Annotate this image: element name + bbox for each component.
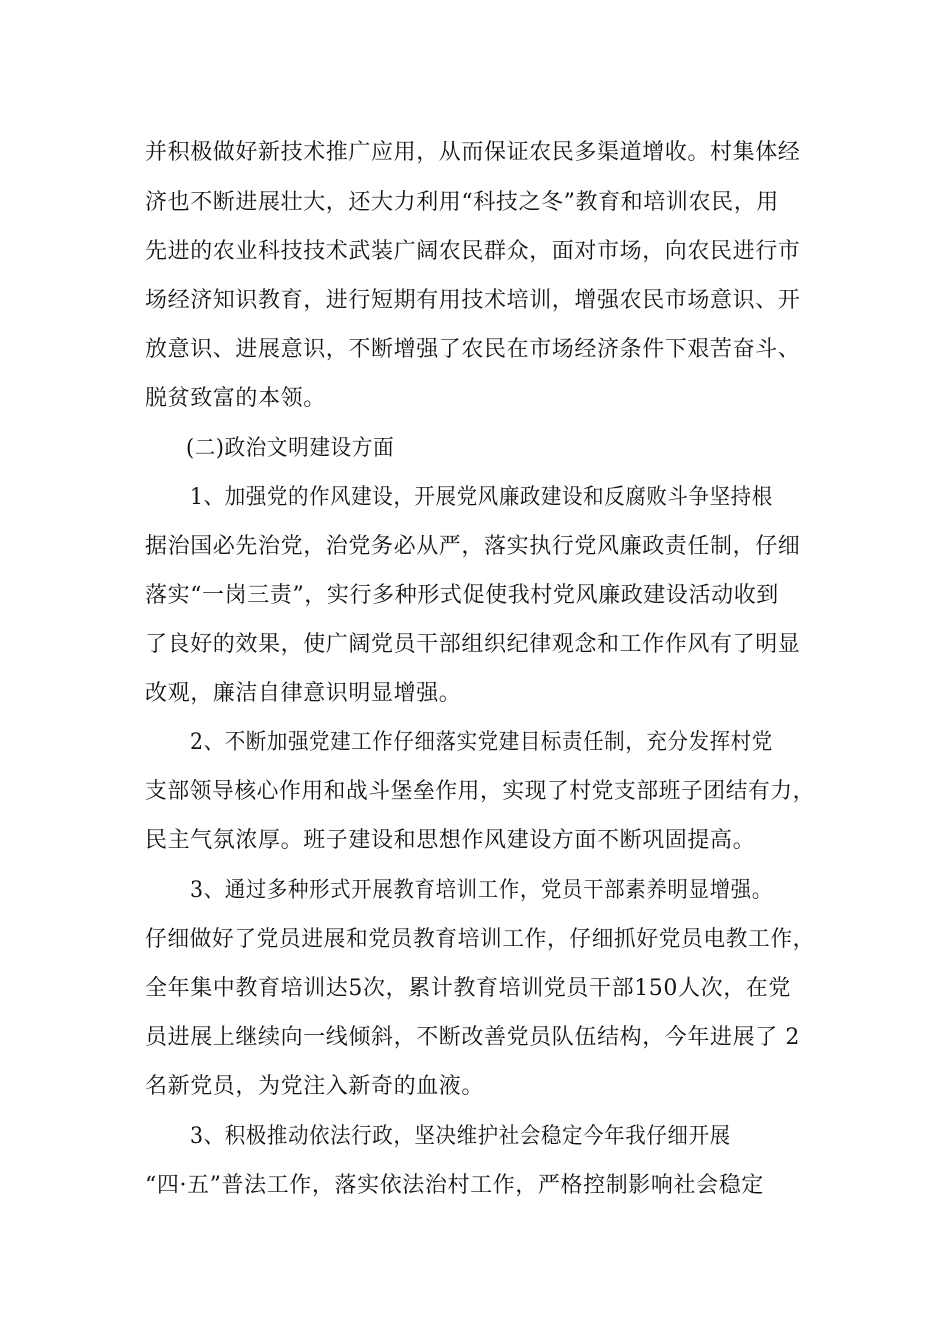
paragraph-line: 济也不断进展壮大，还大力利用“科技之冬”教育和培训农民，用 (145, 190, 779, 215)
paragraph-line: 2、不断加强党建工作仔细落实党建目标责任制，充分发挥村党 (190, 730, 773, 755)
paragraph-line: “四·五”普法工作，落实依法治村工作，严格控制影响社会稳定 (145, 1173, 764, 1198)
paragraph-line: 1、加强党的作风建设，开展党风廉政建设和反腐败斗争坚持根 (190, 485, 773, 510)
paragraph-line: 放意识、进展意识，不断增强了农民在市场经济条件下艰苦奋斗、 (145, 337, 801, 362)
paragraph-line: 落实“一岗三责”，实行多种形式促使我村党风廉政建设活动收到 (145, 583, 779, 608)
paragraph-line: 脱贫致富的本领。 (145, 386, 326, 411)
paragraph-line: 民主气氛浓厚。班子建设和思想作风建设方面不断巩固提高。 (145, 828, 756, 853)
paragraph-line: 了良好的效果，使广阔党员干部组织纪律观念和工作作风有了明显 (145, 632, 801, 657)
paragraph-line: 先进的农业科技技术武装广阔农民群众，面对市场，向农民进行市 (145, 239, 801, 264)
section-heading: (二)政治文明建设方面 (186, 436, 395, 461)
paragraph-line: 支部领导核心作用和战斗堡垒作用，实现了村党支部班子团结有力， (145, 779, 816, 804)
paragraph-line: 3、通过多种形式开展教育培训工作，党员干部素养明显增强。 (190, 878, 773, 903)
paragraph-line: 据治国必先治党，治党务必从严，落实执行党风廉政责任制，仔细 (145, 534, 801, 559)
paragraph-line: 全年集中教育培训达5次，累计教育培训党员干部150人次，在党 (145, 976, 791, 1001)
paragraph-line: 3、积极推动依法行政，坚决维护社会稳定今年我仔细开展 (190, 1124, 731, 1149)
paragraph-line: 并积极做好新技术推广应用，从而保证农民多渠道增收。村集体经 (145, 140, 801, 165)
paragraph-line: 员进展上继续向一线倾斜，不断改善党员队伍结构，今年进展了 2 (145, 1025, 800, 1050)
paragraph-line: 名新党员，为党注入新奇的血液。 (145, 1074, 485, 1099)
paragraph-line: 改观，廉洁自律意识明显增强。 (145, 681, 462, 706)
paragraph-line: 仔细做好了党员进展和党员教育培训工作，仔细抓好党员电教工作， (145, 927, 816, 952)
paragraph-line: 场经济知识教育，进行短期有用技术培训，增强农民市场意识、开 (145, 288, 801, 313)
